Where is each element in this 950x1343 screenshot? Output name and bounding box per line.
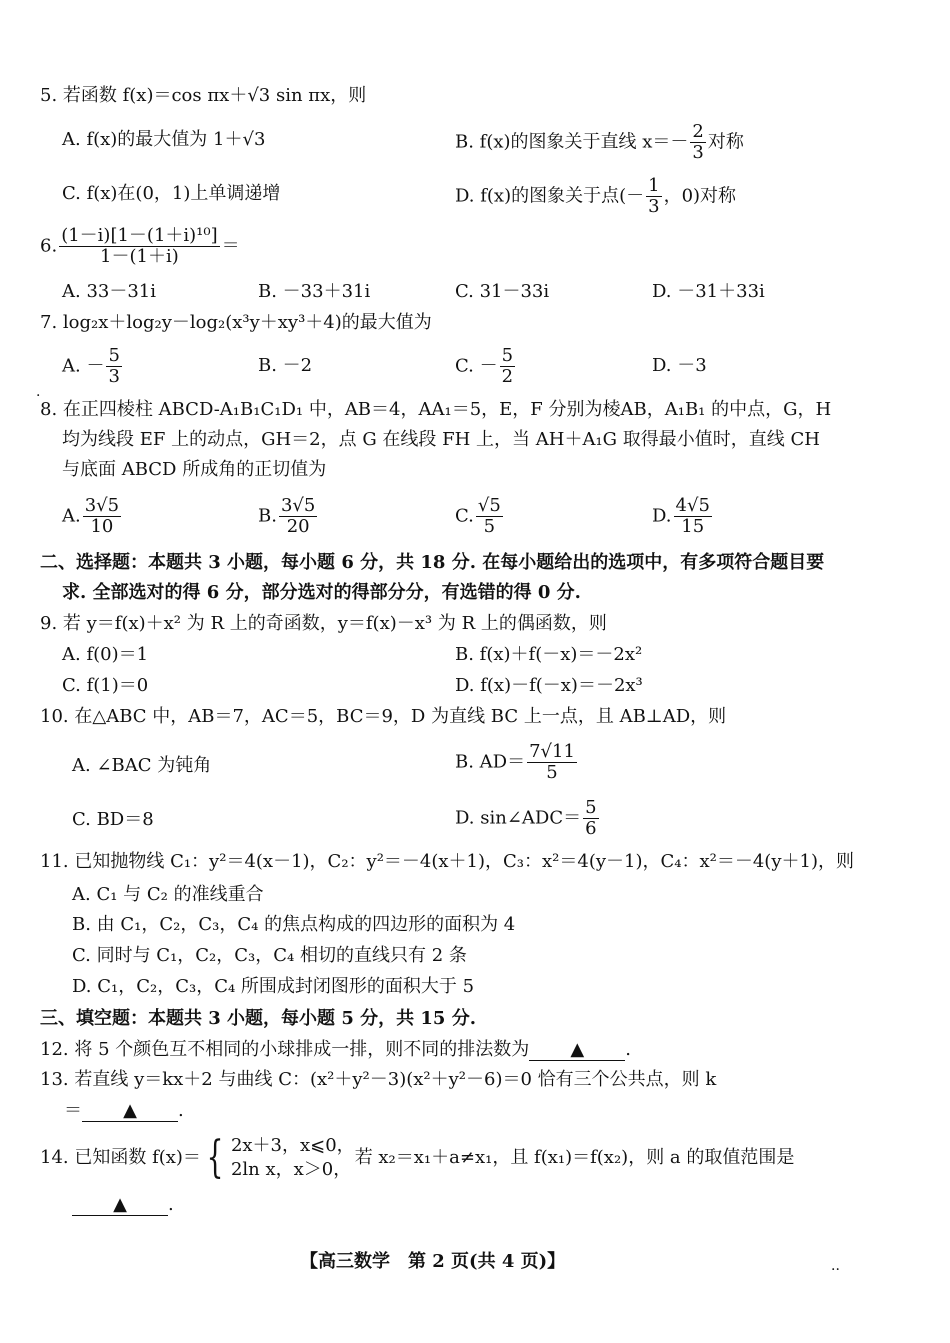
q7-stem: 7. log₂x＋log₂y－log₂(x³y＋xy³＋4)的最大值为: [40, 312, 432, 333]
q6-label: 6.: [40, 235, 58, 257]
q7-a-text: A. －: [62, 355, 105, 377]
q9-option-b: B. f(x)＋f(－x)＝－2x²: [455, 644, 643, 665]
q8-option-d: [652, 496, 714, 537]
q14-text: 14. 已知函数 f(x)＝: [40, 1147, 201, 1168]
q10-d-num: 5: [585, 797, 597, 818]
q8-c-label: C.: [455, 505, 474, 527]
q12-end: .: [625, 1039, 631, 1060]
q8-option-a: [62, 496, 123, 537]
q5-d-den: 3: [648, 196, 660, 217]
q13-answer-blank: ▲: [82, 1101, 178, 1122]
q5-b-num: 2: [692, 121, 704, 142]
section-3-heading: 三、填空题：本题共 3 小题，每小题 5 分，共 15 分.: [40, 1008, 476, 1029]
page-footer: 【高三数学 第 2 页(共 4 页)】: [300, 1251, 566, 1272]
q5-b-post: 对称: [707, 131, 744, 153]
q6-stem: [40, 226, 240, 267]
q7-option-b: B. －2: [258, 355, 313, 376]
q11-option-c: C. 同时与 C₁，C₂，C₃，C₄ 相切的直线只有 2 条: [72, 945, 467, 966]
q10-d-fraction: [583, 798, 598, 839]
q13-eq: ＝: [64, 1100, 82, 1121]
q7-c-fraction: [500, 346, 515, 387]
q14-piecewise: [231, 1134, 355, 1182]
q14-case-2: 2ln x，x＞0，: [230, 1159, 352, 1180]
q10-b-fraction: [527, 742, 577, 783]
q10-d-den: 6: [585, 818, 597, 839]
q13-line-2: [64, 1099, 184, 1123]
q6-option-c: C. 31－33i: [455, 281, 550, 302]
q7-a-num: 5: [108, 345, 120, 366]
q12-answer-blank: ▲: [529, 1040, 625, 1061]
q9-stem: 9. 若 y＝f(x)＋x² 为 R 上的奇函数，y＝f(x)－x³ 为 R 上的偶函数，则: [40, 613, 607, 634]
q7-option-c: [455, 346, 517, 387]
q7-c-text: C. －: [455, 355, 498, 377]
q11-option-a: A. C₁ 与 C₂ 的准线重合: [72, 884, 264, 905]
q7-a-den: 3: [108, 366, 120, 387]
q8-c-den: 5: [483, 516, 496, 537]
q5-d-text: D. f(x)的图象关于点(－: [455, 185, 645, 207]
q10-b-den: 5: [546, 762, 558, 783]
q5-d-post: ，0)对称: [663, 185, 737, 207]
q9-option-a: A. f(0)＝1: [62, 644, 149, 665]
q10-option-a: A. ∠BAC 为钝角: [72, 755, 212, 776]
q7-c-num: 5: [501, 345, 514, 366]
q5-b-den: 3: [692, 142, 704, 163]
q8-d-label: D.: [652, 505, 672, 527]
q8-a-fraction: [83, 496, 121, 537]
q10-b-num: 7√11: [529, 741, 575, 762]
q5-option-d: [455, 176, 736, 217]
q8-a-label: A.: [62, 505, 81, 527]
q8-option-c: [455, 496, 505, 537]
q7-c-den: 2: [501, 366, 514, 387]
q7-option-d: D. －3: [652, 355, 707, 376]
q8-b-den: 20: [286, 516, 310, 537]
stray-mark: ··: [831, 1262, 840, 1278]
q8-c-num: √5: [477, 495, 501, 516]
q8-d-fraction: [674, 496, 712, 537]
left-brace-icon: {: [206, 1132, 224, 1183]
q5-d-fraction: [646, 176, 661, 217]
q12-stem: [40, 1038, 631, 1062]
q8-option-b: [258, 496, 319, 537]
q13-line-1: 13. 若直线 y＝kx＋2 与曲线 C：(x²＋y²－3)(x²＋y²－6)＝0 恰有三个公共点，则 k: [40, 1069, 717, 1090]
q6-option-d: D. －31＋33i: [652, 281, 765, 302]
q8-a-den: 10: [90, 516, 114, 537]
q5-d-num: 1: [648, 175, 660, 196]
q5-option-a: A. f(x)的最大值为 1＋√3: [62, 129, 266, 150]
q5-option-c: C. f(x)在(0，1)上单调递增: [62, 183, 281, 204]
q8-b-fraction: [279, 496, 317, 537]
q8-line-2: 均为线段 EF 上的动点，GH＝2，点 G 在线段 FH 上，当 AH＋A₁G 取得最小值时，直线 CH: [62, 429, 820, 450]
q5-b-fraction: [690, 122, 705, 163]
q8-line-3: 与底面 ABCD 所成角的正切值为: [62, 459, 327, 480]
q8-c-fraction: [476, 496, 503, 537]
q14-condition: 若 x₂＝x₁＋a≠x₁，且 f(x₁)＝f(x₂)，则 a 的取值范围是: [354, 1147, 795, 1168]
q7-option-a: [62, 346, 124, 387]
q5-stem: 5. 若函数 f(x)＝cos πx＋√3 sin πx，则: [40, 85, 367, 106]
q14-answer-line: [72, 1193, 174, 1217]
q11-option-b: B. 由 C₁，C₂，C₃，C₄ 的焦点构成的四边形的面积为 4: [72, 914, 516, 935]
q10-option-d: [455, 798, 601, 839]
q13-end: .: [178, 1100, 184, 1121]
q14-stem: [40, 1134, 794, 1182]
q14-case-1: 2x＋3，x⩽0，: [230, 1135, 355, 1156]
q10-option-b: [455, 742, 579, 783]
q6-eq: ＝: [221, 235, 240, 257]
section-2-instructions: 求. 全部选对的得 6 分，部分选对的得部分分，有选错的得 0 分.: [62, 582, 581, 603]
q6-option-a: A. 33－31i: [62, 281, 157, 302]
q6-num: (1－i)[1－(1＋i)¹⁰]: [61, 225, 218, 246]
q10-b-text: B. AD＝: [455, 751, 526, 773]
q9-option-c: C. f(1)＝0: [62, 675, 149, 696]
q10-d-text: D. sin∠ADC＝: [455, 807, 582, 829]
stray-mark: ·: [36, 388, 41, 404]
q6-fraction: [59, 226, 219, 267]
q14-answer-blank: ▲: [72, 1195, 168, 1216]
q14-end: .: [168, 1194, 174, 1215]
q9-option-d: D. f(x)－f(－x)＝－2x³: [455, 675, 643, 696]
q11-option-d: D. C₁，C₂，C₃，C₄ 所围成封闭图形的面积大于 5: [72, 976, 475, 997]
q6-den: 1－(1＋i): [100, 246, 179, 267]
q8-line-1: 8. 在正四棱柱 ABCD-A₁B₁C₁D₁ 中，AB＝4，AA₁＝5，E，F 分别为棱AB，A₁B₁ 的中点，G，H: [40, 399, 832, 420]
q11-stem: 11. 已知抛物线 C₁：y²＝4(x－1)，C₂：y²＝－4(x＋1)，C₃：x²＝4(y－1)，C₄：x²＝－4(y＋1)，则: [40, 851, 854, 872]
q8-d-num: 4√5: [675, 495, 710, 516]
q6-option-b: B. －33＋31i: [258, 281, 371, 302]
q10-stem: 10. 在△ABC 中，AB＝7，AC＝5，BC＝9，D 为直线 BC 上一点，且 AB⊥AD，则: [40, 706, 727, 727]
q5-b-text: B. f(x)的图象关于直线 x＝－: [455, 131, 689, 153]
section-2-heading: 二、选择题：本题共 3 小题，每小题 6 分，共 18 分. 在每小题给出的选项中，有多项符合题目要: [40, 552, 825, 573]
q8-b-label: B.: [258, 505, 277, 527]
q8-a-num: 3√5: [84, 495, 120, 516]
q8-b-num: 3√5: [280, 495, 316, 516]
q10-option-c: C. BD＝8: [72, 809, 154, 830]
q8-d-den: 15: [681, 516, 705, 537]
q5-option-b: [455, 122, 744, 163]
q7-a-fraction: [106, 346, 121, 387]
q12-text: 12. 将 5 个颜色互不相同的小球排成一排，则不同的排法数为: [40, 1039, 530, 1060]
